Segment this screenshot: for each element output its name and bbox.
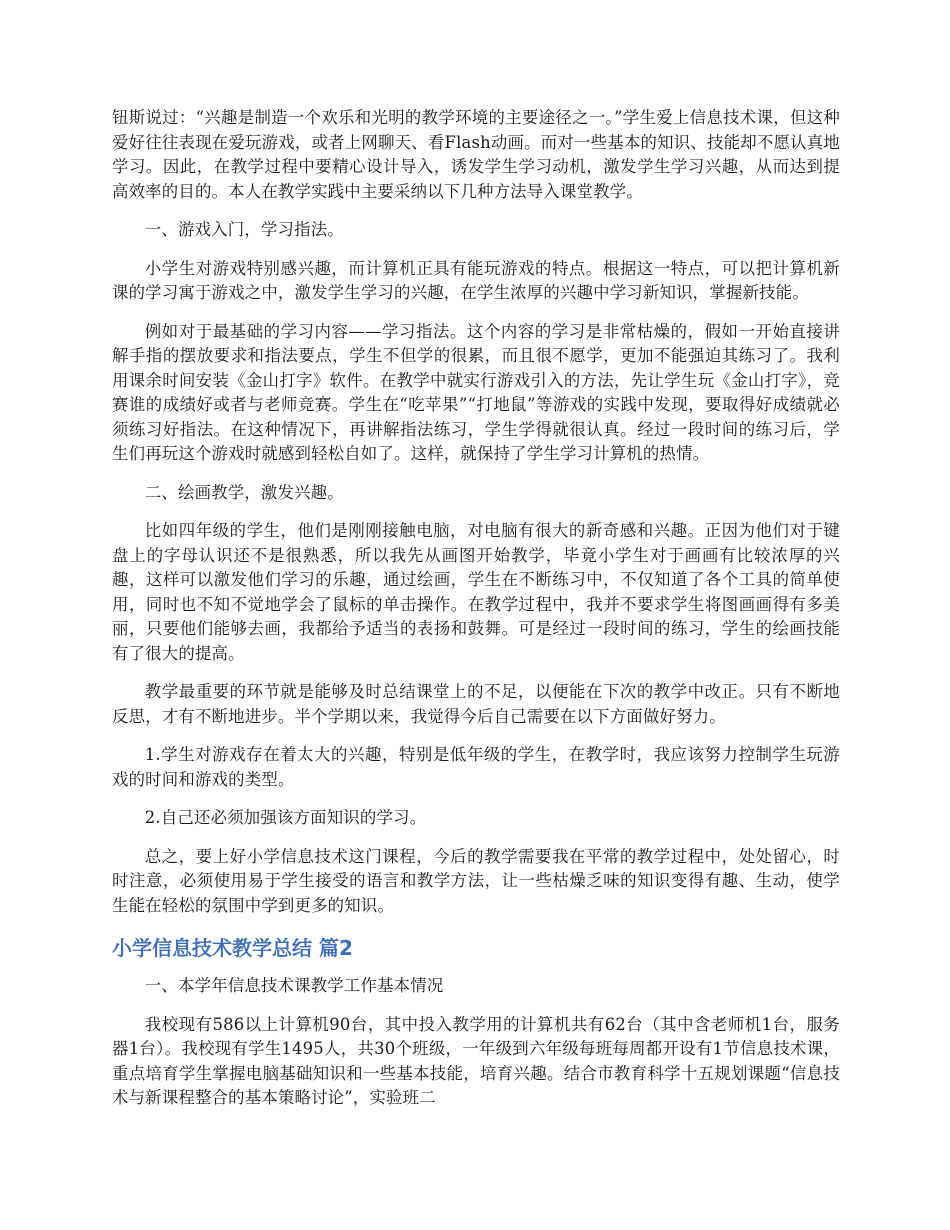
- paragraph-drawing-example: 比如四年级的学生，他们是刚刚接触电脑，对电脑有很大的新奇感和兴趣。正因为他们对于键盘上的字母认识还不是很熟悉，所以我先从画图开始教学，毕竟小学生对于画画有比较浓厚的兴趣，这样可以激发他们学习的乐趣，通过绘画，学生在不断练习中，不仅知道了各个工具的简单使用，同时也不知不觉地学会了鼠标的单击操作。在教学过程中，我并不要求学生将图画画得有多美丽，只要他们能够去画，我都给予适当的表扬和鼓舞。可是经过一段时间的练习，学生的绘画技能有了很大的提高。: [112, 521, 840, 663]
- paragraph-game-interest: 小学生对游戏特别感兴趣，而计算机正具有能玩游戏的特点。根据这一特点，可以把计算机新课的学习寓于游戏之中，激发学生学习的兴趣，在学生浓厚的兴趣中学习新知识，掌握新技能。: [112, 258, 840, 302]
- list-item-1: 1.学生对游戏存在着太大的兴趣，特别是低年级的学生，在教学时，我应该努力控制学生玩游戏的时间和游戏的类型。: [112, 745, 840, 789]
- subheading-basic-situation: 一、本学年信息技术课教学工作基本情况: [144, 976, 444, 995]
- document-page: [112, 106, 840, 1125]
- paragraph-reflection: 教学最重要的环节就是能够及时总结课堂上的不足，以便能在下次的教学中改正。只有不断地反思，才有不断地进步。半个学期以来，我觉得今后自己需要在以下方面做好努力。: [112, 682, 840, 726]
- paragraph-conclusion: 总之，要上好小学信息技术这门课程，今后的教学需要我在平常的教学过程中，处处留心，时时注意，必须使用易于学生接受的语言和教学方法，让一些枯燥乏味的知识变得有趣、生动，使学生能在轻松的氛围中学到更多的知识。: [112, 846, 840, 915]
- subheading-game-typing: 一、游戏入门，学习指法。: [144, 220, 344, 239]
- list-item-2: 2.自己还必须加强该方面知识的学习。: [144, 808, 427, 827]
- paragraph-intro: 钮斯说过：“兴趣是制造一个欢乐和光明的教学环境的主要途径之一。”学生爱上信息技术课，但这种爱好往往表现在爱玩游戏，或者上网聊天、看Flash动画。而对一些基本的知识、技能却不愿认真地学习。因此，在教学过程中要精心设计导入，诱发学生学习动机，激发学生学习兴趣，从而达到提高效率的目的。本人在教学实践中主要采纳以下几种方法导入课堂教学。: [112, 108, 840, 201]
- paragraph-typing-example: 例如对于最基础的学习内容——学习指法。这个内容的学习是非常枯燥的，假如一开始直接讲解手指的摆放要求和指法要点，学生不但学的很累，而且很不愿学，更加不能强迫其练习了。我利用课余时间安装《金山打字》软件。在教学中就实行游戏引入的方法，先让学生玩《金山打字》，竞赛谁的成绩好或者与老师竞赛。学生在“吃苹果”“打地鼠”等游戏的实践中发现，要取得好成绩就必须练习好指法。在这种情况下，再讲解指法练习，学生学得就很认真。经过一段时间的练习后，学生们再玩这个游戏时就感到轻松自如了。这样，就保持了学生学习计算机的热情。: [112, 321, 840, 463]
- section-heading: 小学信息技术教学总结 篇2: [112, 936, 353, 960]
- paragraph-school-facilities: 我校现有586以上计算机90台，其中投入教学用的计算机共有62台（其中含老师机1台，服务器1台）。我校现有学生1495人，共30个班级，一年级到六年级每班每周都开设有1节信息技术课，重点培育学生掌握电脑基础知识和一些基本技能，培育兴趣。结合市教育科学十五规划课题“信息技术与新课程整合的基本策略讨论”，实验班二: [112, 1014, 840, 1107]
- subheading-drawing: 二、绘画教学，激发兴趣。: [144, 482, 344, 502]
